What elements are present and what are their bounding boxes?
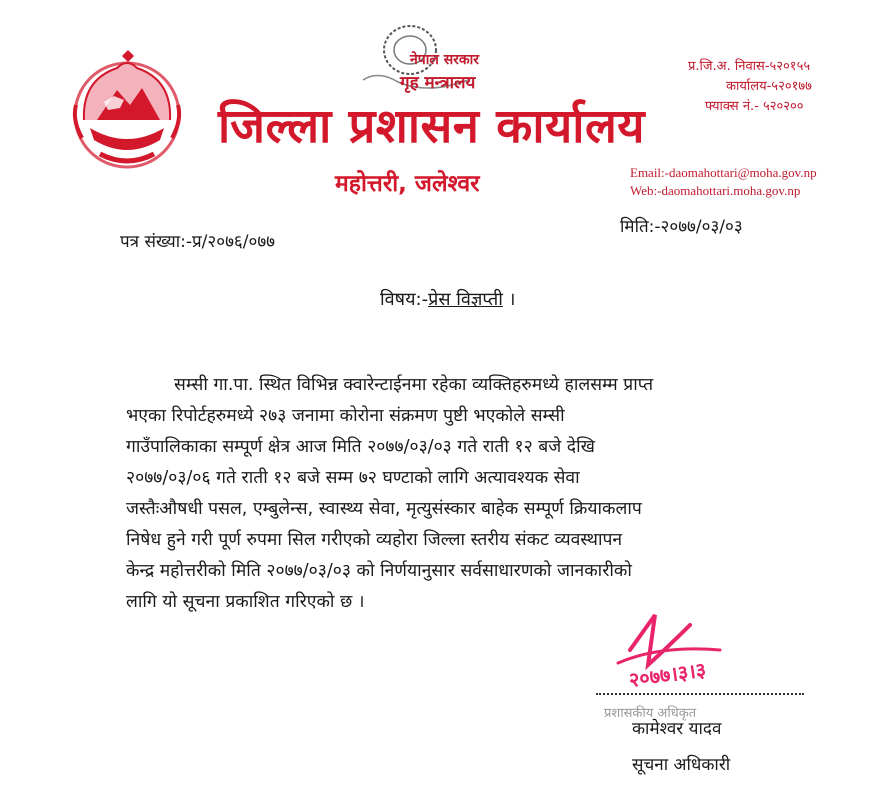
subject-end: ।: [508, 289, 516, 310]
phone-office: कार्यालय-५२०१७७: [726, 79, 812, 94]
office-location: महोत्तरी, जलेश्वर: [335, 171, 480, 197]
body-line: [126, 494, 826, 525]
letter-date: मिति:-२०७७/०३/०३: [620, 217, 743, 237]
body-line: [126, 432, 826, 463]
body-line-text: लागि यो सूचना प्रकाशित गरिएको छ ।: [126, 592, 365, 612]
email-address: Email:-daomahottari@moha.gov.np: [630, 165, 817, 180]
letter-number: पत्र संख्या:-प्र/२०७६/०७७: [120, 232, 276, 252]
body-line-text: २०७७/०३/०६ गते राती १२ बजे सम्म ७२ घण्टाको लागि अत्यावश्यक सेवा: [126, 468, 580, 488]
stamp-line-ministry: गृह मन्त्रालय: [400, 73, 476, 93]
body-line-text: निषेध हुने गरी पूर्ण रुपमा सिल गरीएको व्यहोरा जिल्ला स्तरीय संकट व्यवस्थापन: [126, 530, 623, 550]
phone-fax: फ्याक्स नं.- ५२०२००: [705, 99, 804, 114]
signature-date: २०७७।३।३: [627, 657, 708, 692]
subject-label: विषय:-: [380, 289, 429, 310]
signature-line: [596, 693, 804, 695]
signer-name: कामेश्वर यादव: [632, 719, 722, 739]
notice-body: [126, 370, 826, 618]
subject-text: प्रेस विज्ञप्ती: [428, 289, 503, 310]
stamp-line-government: नेपाल सरकार: [410, 52, 480, 68]
phone-residence: प्र.जि.अ. निवास-५२०१५५: [688, 59, 811, 74]
office-title: जिल्ला प्रशासन कार्यालय: [218, 99, 646, 154]
signer-title: सूचना अधिकारी: [632, 755, 731, 775]
body-line-text: जस्तैःऔषधी पसल, एम्बुलेन्स, स्वास्थ्य सेवा, मृत्युसंस्कार बाहेक सम्पूर्ण क्रियाकलाप: [126, 499, 642, 519]
website-address: Web:-daomahottari.moha.gov.np: [630, 183, 801, 198]
handwritten-signature: [600, 605, 780, 705]
body-line: [126, 556, 826, 587]
subject-line: [380, 287, 515, 311]
nepal-emblem-icon: [62, 50, 192, 175]
body-line: [126, 463, 826, 494]
body-line-text: सम्सी गा.पा. स्थित विभिन्न क्वारेन्टाईनमा रहेका व्यक्तिहरुमध्ये हालसम्म प्राप्त: [174, 375, 654, 395]
body-line: [126, 401, 826, 432]
body-line-text: गाउँपालिकाका सम्पूर्ण क्षेत्र आज मिति २०७७/०३/०३ गते राती १२ बजे देखि: [126, 437, 595, 457]
body-line-text: भएका रिपोर्टहरुमध्ये २७३ जनामा कोरोना संक्रमण पुष्टी भएकोले सम्सी: [126, 406, 565, 426]
body-line-text: केन्द्र महोत्तरीको मिति २०७७/०३/०३ को निर्णयानुसार सर्वसाधारणको जानकारीको: [126, 561, 632, 581]
body-line: [126, 370, 826, 401]
designation-faint: प्रशासकीय अधिकृत: [604, 706, 697, 721]
body-line: [126, 525, 826, 556]
